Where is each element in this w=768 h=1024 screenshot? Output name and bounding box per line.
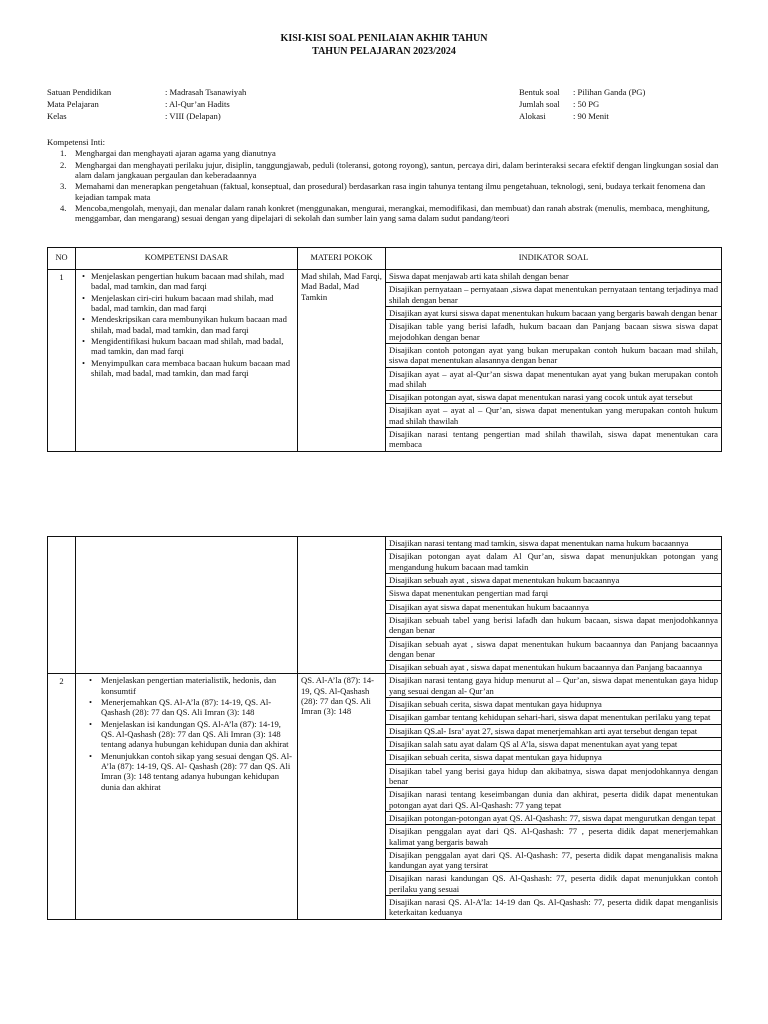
meta-value: : VIII (Delapan) xyxy=(165,111,221,121)
list-item xyxy=(47,203,727,224)
indikator-item: Disajikan sebuah tabel yang berisi lafadh dan hukum bacaan, siswa dapat menjodohkannya dengan benar xyxy=(386,614,721,638)
kisi-kisi-table xyxy=(47,247,722,452)
meta-row xyxy=(47,87,727,98)
materi-pokok-cell: Mad shilah, Mad Farqi, Mad Badal, Mad Tamkin xyxy=(298,270,386,452)
indikator-item: Disajikan sebuah ayat , siswa dapat menentukan hukum bacaannya xyxy=(386,574,721,587)
row-number: 2 xyxy=(48,674,76,919)
indikator-item: Disajikan sebuah cerita, siswa dapat mentukan gaya hidupnya xyxy=(386,751,721,764)
identity-block xyxy=(47,87,727,123)
kd-item: • Mendeskripsikan cara membunyikan hukum bacaan mad shilah, mad badal, mad tamkin, dan mad farqi xyxy=(79,314,294,335)
meta-value: : Al-Qur’an Hadits xyxy=(165,99,230,109)
meta-key: Bentuk soal xyxy=(519,87,560,97)
item-text: Menghargai dan menghayati ajaran agama yang dianutnya xyxy=(75,148,276,159)
document-title xyxy=(0,33,768,58)
kd-item: • Menjelaskan isi kandungan QS. Al-A’la (87): 14-19, QS. Al-Qashash (28): 77 dan QS. Ali Imran (3): 148 tentang adanya hubungan kehidupan dunia dan akhirat xyxy=(79,719,294,750)
kd-item: • Menjelaskan ciri-ciri hukum bacaan mad shilah, mad badal, mad tamkin, dan mad farqi xyxy=(79,293,294,314)
kd-item: • Menerjemahkan QS. Al-A’la (87): 14-19, QS. Al-Qashash (28): 77 dan QS. Ali Imran (3): 148 xyxy=(79,697,294,718)
meta-value: : 50 PG xyxy=(573,99,600,109)
list-item xyxy=(47,181,727,202)
indikator-cell xyxy=(386,674,722,919)
indikator-item: Disajikan narasi kandungan QS. Al-Qashash: 77, peserta didik dapat menunjukkan contoh perilaku yang sesuai xyxy=(386,872,721,896)
indikator-item: Disajikan tabel yang berisi gaya hidup dan akibatnya, siswa dapat menjodohkannya dengan benar xyxy=(386,765,721,789)
header-indikator-soal: INDIKATOR SOAL xyxy=(386,248,722,270)
indikator-item: Disajikan contoh potongan ayat yang bukan merupakan contoh hukum bacaan mad shilah, siswa dapat menentukan alasannya dengan benar xyxy=(386,344,721,368)
kd-list xyxy=(79,675,294,791)
indikator-item: Disajikan sebuah ayat , siswa dapat menentukan hukum bacaannya dan Panjang bacaannya dengan benar xyxy=(386,638,721,662)
item-number: 3. xyxy=(60,181,67,192)
indikator-item: Disajikan potongan-potongan ayat QS. Al-Qashash: 77, siswa dapat mengurutkan dengan tepat xyxy=(386,812,721,825)
kompetensi-inti-heading: Kompetensi Inti: xyxy=(47,137,105,147)
indikator-item: Disajikan ayat – ayat al-Qur’an siswa dapat menentukan ayat yang bukan merupakan contoh mad shilah xyxy=(386,368,721,392)
indikator-item: Disajikan penggalan ayat dari QS. Al-Qashash: 77, peserta didik dapat menganalisis makna kandungan ayat yang tersirat xyxy=(386,849,721,873)
item-text: Mencoba,mengolah, menyaji, dan menalar dalam ranah konkret (menggunakan, mengurai, merangkai, memodifikasi, dan membuat) dan ranah abstrak (menulis, membaca, menghitung, menggambar, dan mengarang) sesuai dengan yang dipelajari di sekolah dan sumber lain yang sama dalam sudut pandang/teori xyxy=(75,202,710,224)
indikator-cell xyxy=(386,537,722,674)
kd-list xyxy=(79,271,294,378)
title-line-1: KISI-KISI SOAL PENILAIAN AKHIR TAHUN xyxy=(280,33,488,44)
meta-key: Jumlah soal xyxy=(519,99,560,109)
table-row xyxy=(48,674,722,919)
indikator-item: Disajikan narasi QS. Al-A’la: 14-19 dan Qs. Al-Qashash: 77, peserta didik dapat menganlisis keterkaitan keduanya xyxy=(389,897,718,918)
item-text: Menghargai dan menghayati perilaku jujur, disiplin, tanggungjawab, peduli (toleransi, gotong royong), santun, percaya diri, dalam berinteraksi secara efektif dengan lingkungan sosial dan alam dalam jangkauan pergaulan dan keberadaannya xyxy=(75,159,719,180)
item-number: 1. xyxy=(60,148,67,159)
indikator-item: Disajikan table yang berisi lafadh, hukum bacaan dan Panjang bacaan siswa siswa dapat mejodohkan dengan benar xyxy=(386,320,721,344)
kompetensi-dasar-cell xyxy=(76,270,298,452)
row-number: 1 xyxy=(48,270,76,452)
header-no: NO xyxy=(48,248,76,270)
indikator-item: Disajikan sebuah ayat , siswa dapat menentukan hukum bacaannya dan Panjang bacaannya xyxy=(389,662,703,673)
indikator-item: Disajikan gambar tentang kehidupan sehari-hari, siswa dapat menentukan perilaku yang tepat xyxy=(386,711,721,724)
kd-item: • Menyimpulkan cara membaca bacaan hukum bacaan mad shilah, mad badal, mad tamkin, dan mad farqi xyxy=(79,358,294,379)
table-row xyxy=(48,537,722,674)
meta-key: Mata Pelajaran xyxy=(47,99,99,109)
item-number: 2. xyxy=(60,159,67,170)
header-kompetensi-dasar: KOMPETENSI DASAR xyxy=(76,248,298,270)
indikator-item: Disajikan pernyataan – pernyataan ,siswa dapat menentukan pernyataan tentang terjadinya mad shilah dengan benar xyxy=(386,283,721,307)
item-number: 4. xyxy=(60,202,67,213)
meta-key: Satuan Pendidikan xyxy=(47,87,112,97)
meta-key: Alokasi xyxy=(519,111,546,121)
indikator-item: Siswa dapat menjawab arti kata shilah dengan benar xyxy=(386,270,721,283)
indikator-item: Disajikan potongan ayat dalam Al Qur’an, siswa dapat menunjukkan potongan yang mengandung hukum bacaan mad tamkin xyxy=(386,550,721,574)
title-line-2: TAHUN PELAJARAN 2023/2024 xyxy=(312,45,456,57)
kompetensi-dasar-cell xyxy=(76,537,298,674)
kd-item: • Menjelaskan pengertian materialistik, hedonis, dan konsumtif xyxy=(79,675,294,696)
materi-pokok-cell xyxy=(298,537,386,674)
indikator-item: Disajikan narasi tentang keseimbangan dunia dan akhirat, peserta didik dapat menentukan potongan ayat dari QS. Al-Qashash: 77 yang tepat xyxy=(386,788,721,812)
meta-key: Kelas xyxy=(47,111,67,121)
kompetensi-inti-list xyxy=(47,148,727,223)
indikator-item: Disajikan narasi tentang mad tamkin, siswa dapat menentukan nama hukum bacaannya xyxy=(386,537,721,550)
indikator-item: Disajikan ayat kursi siswa dapat menentukan hukum bacaan yang bergaris bawah dengan benar xyxy=(386,307,721,320)
indikator-item: Disajikan narasi tentang gaya hidup menurut al – Qur’an, siswa dapat menentukan gaya hidup yang sesuai dengan al- Qur’an xyxy=(386,674,721,698)
indikator-item: Disajikan narasi tentang pengertian mad shilah thawilah, siswa dapat menentukan cara membaca xyxy=(389,429,718,450)
meta-value: : 90 Menit xyxy=(573,111,609,121)
kisi-kisi-table-continued xyxy=(47,536,722,920)
meta-row xyxy=(47,99,727,110)
meta-row xyxy=(47,111,727,122)
header-materi-pokok: MATERI POKOK xyxy=(298,248,386,270)
row-number xyxy=(48,537,76,674)
materi-pokok-cell: QS. Al-A’la (87): 14-19, QS. Al-Qashash (28): 77 dan QS. Ali Imran (3): 148 xyxy=(298,674,386,919)
list-item xyxy=(47,148,727,158)
kd-item: • Menjelaskan pengertian hukum bacaan mad shilah, mad badal, mad tamkin, dan mad farqi xyxy=(79,271,294,292)
kd-item: • Mengidentifikasi hukum bacaan mad shilah, mad badal, mad tamkin, dan mad farqi xyxy=(79,336,294,357)
indikator-cell xyxy=(386,270,722,452)
meta-value: : Madrasah Tsanawiyah xyxy=(165,87,247,97)
indikator-item: Disajikan penggalan ayat dari QS. Al-Qashash: 77 , peserta didik dapat menerjemahkan kalimat yang bergaris bawah xyxy=(386,825,721,849)
indikator-item: Disajikan salah satu ayat dalam QS al A’la, siswa dapat menentukan ayat yang tepat xyxy=(386,738,721,751)
indikator-item: Disajikan ayat siswa dapat menentukan hukum bacaannya xyxy=(386,601,721,614)
indikator-item: Disajikan potongan ayat, siswa dapat menentukan narasi yang cocok untuk ayat tersebut xyxy=(386,391,721,404)
list-item xyxy=(47,160,727,181)
table-header-row xyxy=(48,248,722,270)
kompetensi-dasar-cell xyxy=(76,674,298,919)
kompetensi-inti xyxy=(47,137,727,225)
indikator-item: Siswa dapat menentukan pengertian mad farqi xyxy=(386,587,721,600)
indikator-item: Disajikan ayat – ayat al – Qur’an, siswa dapat menentukan yang merupakan contoh hukum mad shilah thawilah xyxy=(386,404,721,428)
meta-value: : Pilihan Ganda (PG) xyxy=(573,87,646,97)
table-row xyxy=(48,270,722,452)
item-text: Memahami dan menerapkan pengetahuan (faktual, konseptual, dan prosedural) berdasarkan rasa ingin tahunya tentang ilmu pengetahuan, teknologi, seni, budaya terkait fenomena dan kejadian tampak mata xyxy=(75,181,706,202)
indikator-item: Disajikan sebuah cerita, siswa dapat mentukan gaya hidupnya xyxy=(386,698,721,711)
indikator-item: Disajikan QS.al- Isra’ ayat 27, siswa dapat menerjemahkan arti ayat tersebut dengan tepat xyxy=(386,725,721,738)
kd-item: • Menunjukkan contoh sikap yang sesuai dengan QS. Al- A’la (87): 14-19, QS. Al- Qashash (28): 77 dan QS. Ali Imran (3): 148 tentang adanya hubungan kehidupan dunia dan akhirat xyxy=(79,751,294,792)
